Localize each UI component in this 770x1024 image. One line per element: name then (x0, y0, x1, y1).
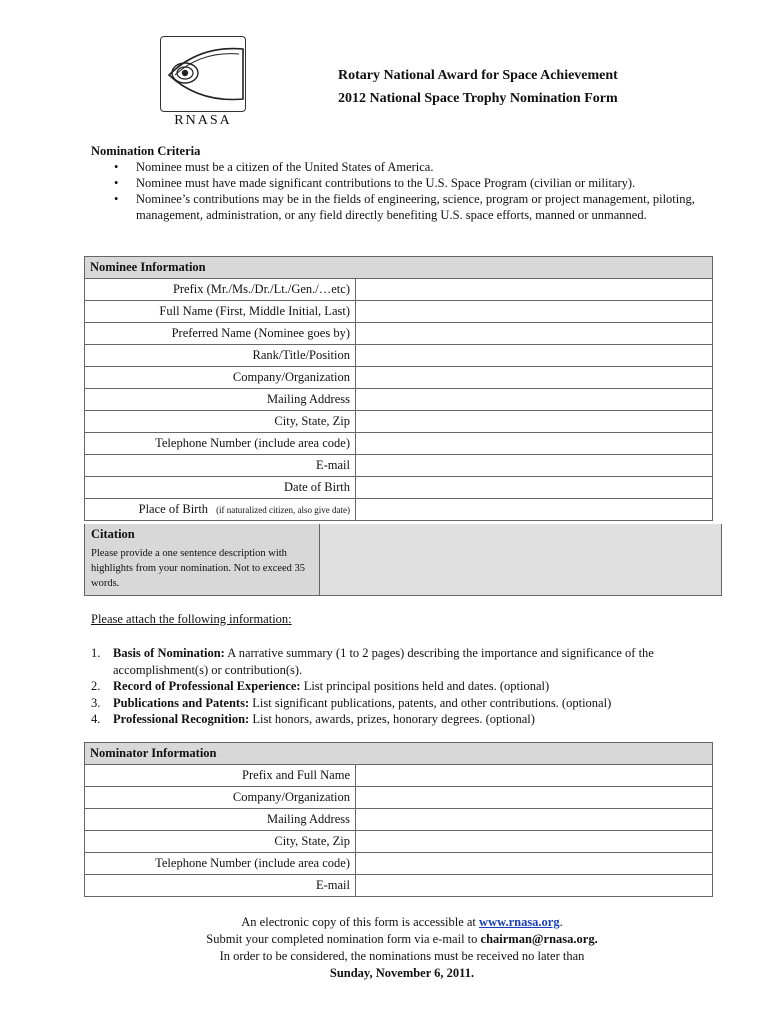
date-of-birth-label: Date of Birth (85, 477, 356, 499)
nominator-address-field[interactable] (356, 809, 713, 831)
list-item (91, 711, 711, 728)
company-label: Company/Organization (85, 367, 356, 389)
list-item-title: Basis of Nomination: (113, 646, 225, 660)
place-of-birth-field[interactable] (356, 499, 713, 521)
nominator-section-heading: Nominator Information (85, 743, 713, 765)
preferred-name-field[interactable] (356, 323, 713, 345)
table-row (85, 787, 713, 809)
preferred-name-label: Preferred Name (Nominee goes by) (85, 323, 356, 345)
table-row (85, 455, 713, 477)
list-item-number: 1. (91, 646, 101, 660)
footer-line-1 (100, 914, 704, 931)
website-link[interactable]: www.rnasa.org (479, 915, 560, 929)
telephone-label: Telephone Number (include area code) (85, 433, 356, 455)
attach-list (91, 645, 711, 728)
nominator-information-table (84, 742, 713, 897)
list-item-number: 4. (91, 712, 101, 726)
citation-field[interactable] (320, 524, 721, 595)
table-row (85, 411, 713, 433)
nominator-city-field[interactable] (356, 831, 713, 853)
table-row (85, 499, 713, 521)
date-of-birth-field[interactable] (356, 477, 713, 499)
nominee-information-table (84, 256, 713, 521)
table-row (85, 853, 713, 875)
place-of-birth-note: (if naturalized citizen, also give date) (216, 505, 350, 515)
list-item-text: List principal positions held and dates. (optional) (300, 679, 550, 693)
submission-email: chairman@rnasa.org. (480, 932, 598, 946)
footer-line-2 (100, 931, 704, 948)
prefix-field[interactable] (356, 279, 713, 301)
deadline-date (100, 965, 704, 982)
nominee-section-heading: Nominee Information (85, 257, 713, 279)
list-item (91, 695, 711, 712)
criteria-item: • Nominee must be a citizen of the United States of America. (136, 159, 711, 175)
citation-label (85, 524, 320, 595)
city-state-zip-field[interactable] (356, 411, 713, 433)
list-item (91, 645, 711, 678)
nominator-name-field[interactable] (356, 765, 713, 787)
rank-title-label: Rank/Title/Position (85, 345, 356, 367)
form-header (338, 64, 618, 110)
form-subtitle: 2012 National Space Trophy Nomination Form (338, 91, 618, 106)
nomination-criteria (91, 143, 711, 223)
table-row (85, 345, 713, 367)
place-of-birth-label (85, 499, 356, 521)
list-item-title: Publications and Patents: (113, 695, 250, 710)
form-title: Rotary National Award for Space Achievement (338, 68, 618, 83)
table-row (85, 477, 713, 499)
list-item-text: List significant publications, patents, and other contributions. (optional) (249, 695, 612, 710)
nominator-company-label: Company/Organization (85, 787, 356, 809)
email-field[interactable] (356, 455, 713, 477)
citation-section (84, 524, 722, 596)
list-item-number: 2. (91, 679, 101, 693)
list-item (91, 678, 711, 695)
list-item-title: Professional Recognition: (113, 712, 250, 726)
table-row (85, 765, 713, 787)
table-row (85, 831, 713, 853)
full-name-label: Full Name (First, Middle Initial, Last) (85, 301, 356, 323)
company-field[interactable] (356, 367, 713, 389)
nominator-company-field[interactable] (356, 787, 713, 809)
table-row (85, 323, 713, 345)
list-item-text: List honors, awards, prizes, honorary degrees. (optional) (249, 712, 535, 726)
nominator-telephone-label: Telephone Number (include area code) (85, 853, 356, 875)
logo-wordmark: RNASA (174, 113, 232, 128)
table-row (85, 809, 713, 831)
criteria-heading: Nomination Criteria (91, 144, 201, 158)
logo-frame (160, 36, 246, 112)
nominator-city-label: City, State, Zip (85, 831, 356, 853)
table-row (85, 301, 713, 323)
prefix-label: Prefix (Mr./Ms./Dr./Lt./Gen./…etc) (85, 279, 356, 301)
nominator-address-label: Mailing Address (85, 809, 356, 831)
place-of-birth-text: Place of Birth (138, 502, 209, 516)
list-item-number: 3. (91, 695, 101, 710)
nominator-email-field[interactable] (356, 875, 713, 897)
table-row (85, 875, 713, 897)
footer-line-2-text: Submit your completed nomination form via e-mail to (206, 932, 481, 946)
table-row (85, 389, 713, 411)
list-item-title: Record of Professional Experience: (113, 679, 301, 693)
email-label: E-mail (85, 455, 356, 477)
citation-title: Citation (91, 527, 135, 541)
footer-line-3: In order to be considered, the nominations must be received no later than (219, 949, 585, 963)
deadline-date-text: Sunday, November 6, 2011. (329, 966, 475, 980)
nominator-name-label: Prefix and Full Name (85, 765, 356, 787)
criteria-item: • Nominee’s contributions may be in the fields of engineering, science, program or project management, piloting, management, administration, or any field directly benefiting U.S. space efforts, manned or unmanned. (136, 191, 711, 223)
form-footer (100, 914, 704, 982)
city-state-zip-label: City, State, Zip (85, 411, 356, 433)
rnasa-logo (160, 36, 246, 130)
citation-description: Please provide a one sentence description with highlights from your nomination. Not to exceed 35 words. (91, 548, 306, 589)
eye-emblem-icon (161, 37, 245, 111)
full-name-field[interactable] (356, 301, 713, 323)
criteria-list (91, 159, 711, 223)
criteria-item: • Nominee must have made significant contributions to the U.S. Space Program (civilian or military). (136, 175, 711, 191)
attach-heading: Please attach the following information: (91, 612, 292, 626)
table-row (85, 433, 713, 455)
table-row (85, 279, 713, 301)
footer-line-1-end: . (559, 915, 563, 929)
telephone-field[interactable] (356, 433, 713, 455)
nominator-telephone-field[interactable] (356, 853, 713, 875)
mailing-address-field[interactable] (356, 389, 713, 411)
rank-title-field[interactable] (356, 345, 713, 367)
list-item-text: A narrative summary (1 to 2 pages) describing the importance and significance of the accomplishment(s) or contribution(s). (113, 646, 654, 677)
footer-line-1-text: An electronic copy of this form is accessible at (241, 915, 480, 929)
nominator-email-label: E-mail (85, 875, 356, 897)
mailing-address-label: Mailing Address (85, 389, 356, 411)
table-row (85, 367, 713, 389)
